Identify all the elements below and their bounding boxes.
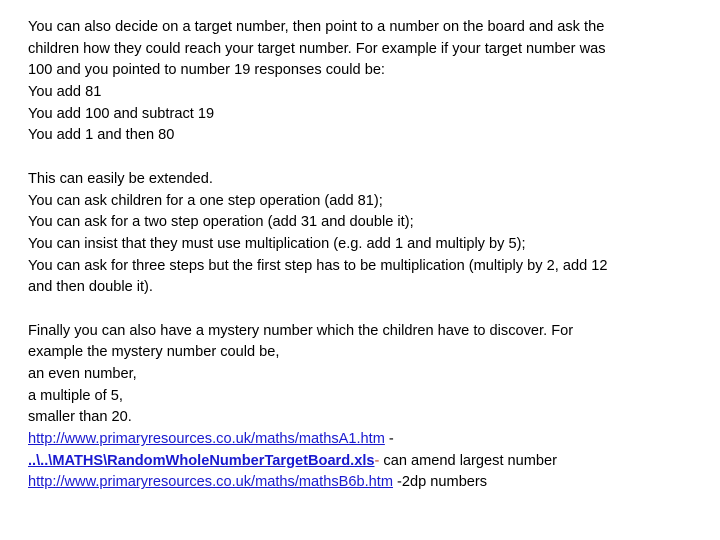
- link-suffix: -: [384, 431, 394, 448]
- text-line: a multiple of 5,: [28, 387, 123, 404]
- paragraph-mystery-number: [28, 321, 607, 495]
- text-line: You can ask for three steps but the first step has to be multiplication (multiply by 2, add 12: [28, 257, 608, 274]
- link-target-board-xls[interactable]: ..\..\MATHS\RandomWholeNumberTargetBoard.xls: [28, 452, 375, 469]
- text-line: You can ask for a two step operation (add 31 and double it);: [28, 214, 414, 231]
- text-line: You can ask children for a one step operation (add 81);: [28, 192, 383, 209]
- text-line: Finally you can also have a mystery number which the children have to discover. For: [28, 322, 574, 339]
- link-line: [28, 451, 607, 473]
- text-line: You can insist that they must use multiplication (e.g. add 1 and multiply by 5);: [28, 235, 526, 252]
- link-suffix: can amend largest number: [379, 452, 558, 469]
- text-line: This can easily be extended.: [28, 170, 213, 187]
- spacer: [28, 299, 607, 321]
- text-line: smaller than 20.: [28, 409, 132, 426]
- link-line: [28, 429, 607, 451]
- text-line: 100 and you pointed to number 19 responses could be:: [28, 62, 385, 79]
- paragraph-target-number: [28, 17, 607, 147]
- link-maths-b6b[interactable]: http://www.primaryresources.co.uk/maths/mathsB6b.htm: [28, 474, 393, 491]
- link-dash: -: [374, 452, 380, 469]
- text-line: You add 100 and subtract 19: [28, 105, 215, 122]
- text-line: You add 81: [28, 84, 102, 101]
- text-line: example the mystery number could be,: [28, 344, 280, 361]
- link-suffix: -2dp numbers: [392, 474, 488, 491]
- text-line: You add 1 and then 80: [28, 127, 175, 144]
- text-line: You can also decide on a target number, then point to a number on the board and ask the: [28, 19, 605, 35]
- text-line: an even number,: [28, 366, 137, 382]
- spacer: [28, 147, 607, 169]
- text-line: children how they could reach your target number. For example if your target number was: [28, 40, 606, 57]
- document-body: [28, 17, 607, 494]
- link-line: [28, 472, 607, 494]
- text-line: and then double it).: [28, 279, 153, 296]
- paragraph-extensions: [28, 169, 607, 299]
- link-maths-a1[interactable]: http://www.primaryresources.co.uk/maths/mathsA1.htm: [28, 431, 385, 448]
